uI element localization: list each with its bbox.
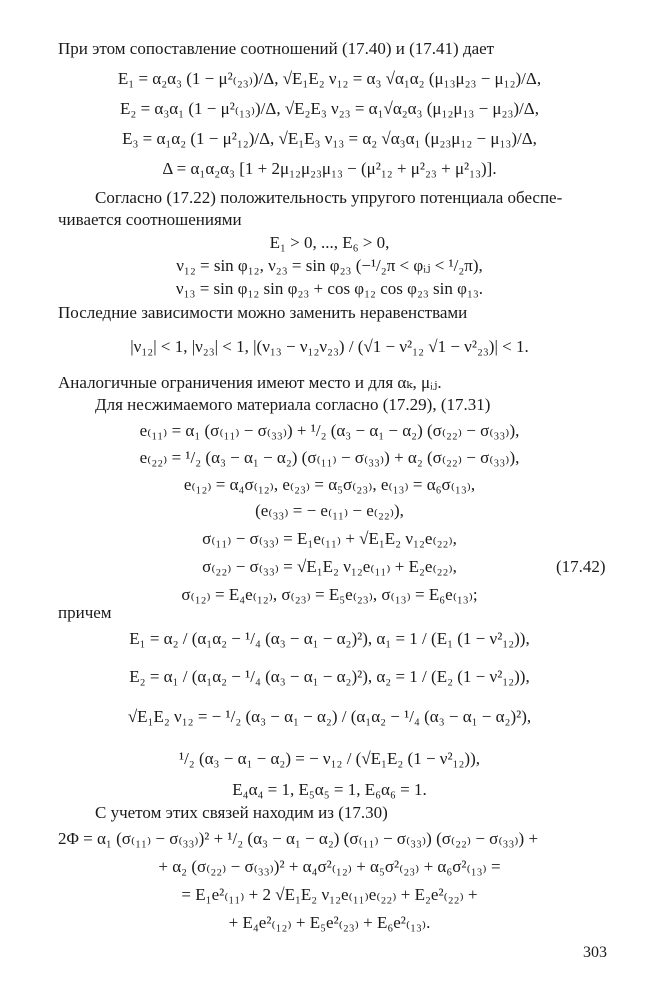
equation-line: (e₍₃₃₎ = − e₍₁₁₎ − e₍₂₂₎),	[255, 501, 404, 520]
text-line: Последние зависимости можно заменить неравенствами	[58, 303, 468, 322]
text-line: При этом сопоставление соотношений (17.40) и (17.41) дает	[58, 39, 495, 58]
page-number: 303	[583, 944, 607, 961]
equation-number: (17.42)	[556, 557, 606, 576]
equation-line: E₂ = α₁ / (α₁α₂ − ¹/₄ (α₃ − α₁ − α₂)²), α₂ = 1 / (E₂ (1 − ν²₁₂)),	[129, 667, 530, 686]
equation-line: ν₁₃ = sin φ₁₂ sin φ₂₃ + cos φ₁₂ cos φ₂₃ sin φ₁₃.	[175, 279, 484, 298]
equation-line: e₍₂₂₎ = ¹/₂ (α₃ − α₁ − α₂) (σ₍₁₁₎ − σ₍₃₃₎) + α₂ (σ₍₂₂₎ − σ₍₃₃₎),	[139, 448, 520, 467]
equation-line: e₍₁₁₎ = α₁ (σ₍₁₁₎ − σ₍₃₃₎) + ¹/₂ (α₃ − α₁ − α₂) (σ₍₂₂₎ − σ₍₃₃₎),	[139, 421, 520, 440]
equation-line: = E₁e²₍₁₁₎ + 2 √E₁E₂ ν₁₂e₍₁₁₎e₍₂₂₎ + E₂e²₍₂₂₎ +	[181, 885, 478, 904]
equation-line: 2Φ = α₁ (σ₍₁₁₎ − σ₍₃₃₎)² + ¹/₂ (α₃ − α₁ − α₂) (σ₍₁₁₎ − σ₍₃₃₎) (σ₍₂₂₎ − σ₍₃₃₎) +	[58, 829, 539, 848]
equation-line: Δ = α₁α₂α₃ [1 + 2μ₁₂μ₂₃μ₁₃ − (μ²₁₂ + μ²₂₃ + μ²₁₃)].	[162, 159, 497, 178]
equation-line: E₁ = α₂α₃ (1 − μ²₍₂₃₎)/Δ, √E₁E₂ ν₁₂ = α₃ √α₁α₂ (μ₁₃μ₂₃ − μ₁₂)/Δ,	[117, 69, 542, 88]
text-line: чивается соотношениями	[58, 210, 242, 229]
equation-line: + α₂ (σ₍₂₂₎ − σ₍₃₃₎)² + α₄σ²₍₁₂₎ + α₅σ²₍₂₃₎ + α₆σ²₍₁₃₎ =	[158, 857, 501, 876]
equation-line: E₁ = α₂ / (α₁α₂ − ¹/₄ (α₃ − α₁ − α₂)²), α₁ = 1 / (E₁ (1 − ν²₁₂)),	[129, 629, 530, 648]
text-line: С учетом этих связей находим из (17.30)	[95, 803, 388, 822]
equation-line: E₄α₄ = 1, E₅α₅ = 1, E₆α₆ = 1.	[232, 780, 427, 799]
equation-line: e₍₁₂₎ = α₄σ₍₁₂₎, e₍₂₃₎ = α₅σ₍₂₃₎, e₍₁₃₎ = α₆σ₍₁₃₎,	[183, 475, 476, 494]
text-line: Для несжимаемого материала согласно (17.29), (17.31)	[95, 395, 491, 414]
equation-line: ν₁₂ = sin φ₁₂, ν₂₃ = sin φ₂₃ (−¹/₂π < φᵢⱼ < ¹/₂π),	[176, 256, 483, 275]
equation-line: |ν₁₂| < 1, |ν₂₃| < 1, |(ν₁₃ − ν₁₂ν₂₃) / (√1 − ν²₁₂ √1 − ν²₂₃)| < 1.	[130, 337, 529, 356]
equation-line: σ₍₁₂₎ = E₄e₍₁₂₎, σ₍₂₃₎ = E₅e₍₂₃₎, σ₍₁₃₎ = E₆e₍₁₃₎;	[181, 585, 478, 604]
text-line: Согласно (17.22) положительность упругого потенциала обеспе-	[95, 188, 563, 207]
text-line: Аналогичные ограничения имеют место и для αₖ, μᵢⱼ.	[58, 373, 442, 392]
equation-line: σ₍₁₁₎ − σ₍₃₃₎ = E₁e₍₁₁₎ + √E₁E₂ ν₁₂e₍₂₂₎,	[202, 529, 457, 548]
equation-line: ¹/₂ (α₃ − α₁ − α₂) = − ν₁₂ / (√E₁E₂ (1 − ν²₁₂)),	[178, 749, 480, 768]
equation-line: E₃ = α₁α₂ (1 − μ²₁₂)/Δ, √E₁E₃ ν₁₃ = α₂ √α₃α₁ (μ₂₃μ₁₂ − μ₁₃)/Δ,	[122, 129, 537, 148]
equation-line: E₁ > 0, ..., E₆ > 0,	[269, 233, 390, 252]
equation-line: + E₄e²₍₁₂₎ + E₅e²₍₂₃₎ + E₆e²₍₁₃₎.	[228, 913, 431, 932]
equation-line: σ₍₂₂₎ − σ₍₃₃₎ = √E₁E₂ ν₁₂e₍₁₁₎ + E₂e₍₂₂₎,	[202, 557, 457, 576]
equation-line: E₂ = α₃α₁ (1 − μ²₍₁₃₎)/Δ, √E₂E₃ ν₂₃ = α₁√α₂α₃ (μ₁₂μ₁₃ − μ₂₃)/Δ,	[120, 99, 539, 118]
equation-line: √E₁E₂ ν₁₂ = − ¹/₂ (α₃ − α₁ − α₂) / (α₁α₂ − ¹/₄ (α₃ − α₁ − α₂)²),	[127, 707, 532, 726]
text-line: причем	[58, 603, 112, 622]
